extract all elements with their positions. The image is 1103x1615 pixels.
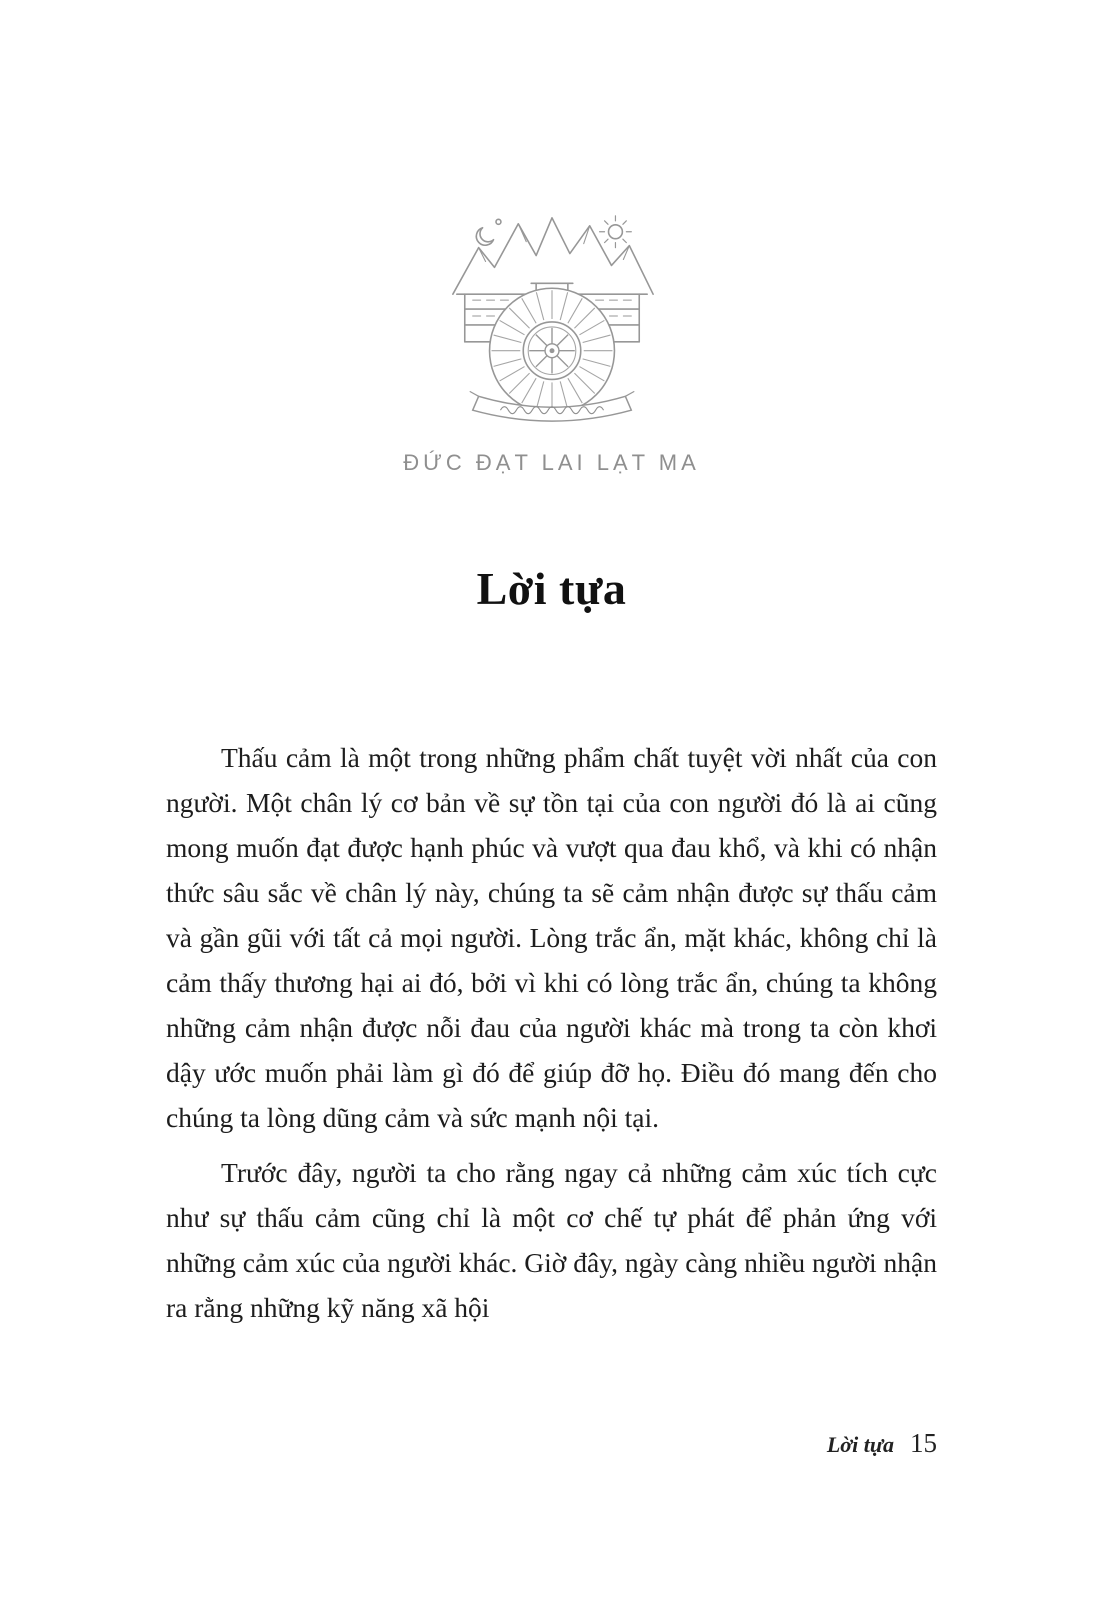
author-caption: ĐỨC ĐẠT LAI LẠT MA	[403, 450, 700, 475]
body-text	[166, 735, 937, 1330]
page-footer	[827, 1428, 937, 1459]
dalai-lama-seal-icon	[437, 198, 667, 434]
footer-section-label: Lời tựa	[826, 1432, 894, 1457]
page-number: 15	[910, 1428, 937, 1458]
chapter-title: Lời tựa	[476, 563, 627, 614]
paragraph: Thấu cảm là một trong những phẩm chất tuyệt vời nhất của con người. Một chân lý cơ bản về sự tồn tại của con người đó là ai cũng mong muốn đạt được hạnh phúc và vượt qua đau khổ, và khi có nhận thức sâu sắc về chân lý này, chúng ta sẽ cảm nhận được sự thấu cảm và gần gũi với tất cả mọi người. Lòng trắc ẩn, mặt khác, không chỉ là cảm thấy thương hại ai đó, bởi vì khi có lòng trắc ẩn, chúng ta không những cảm nhận được nỗi đau của người khác mà trong ta còn khơi dậy ước muốn phải làm gì đó để giúp đỡ họ. Điều đó mang đến cho chúng ta lòng dũng cảm và sức mạnh nội tại.	[166, 742, 937, 1133]
paragraph: Trước đây, người ta cho rằng ngay cả những cảm xúc tích cực như sự thấu cảm cũng chỉ là một cơ chế tự phát để phản ứng với những cảm xúc của người khác. Giờ đây, ngày càng nhiều người nhận ra rằng những kỹ năng xã hội	[166, 1157, 937, 1323]
dalai-lama-seal	[436, 198, 668, 434]
